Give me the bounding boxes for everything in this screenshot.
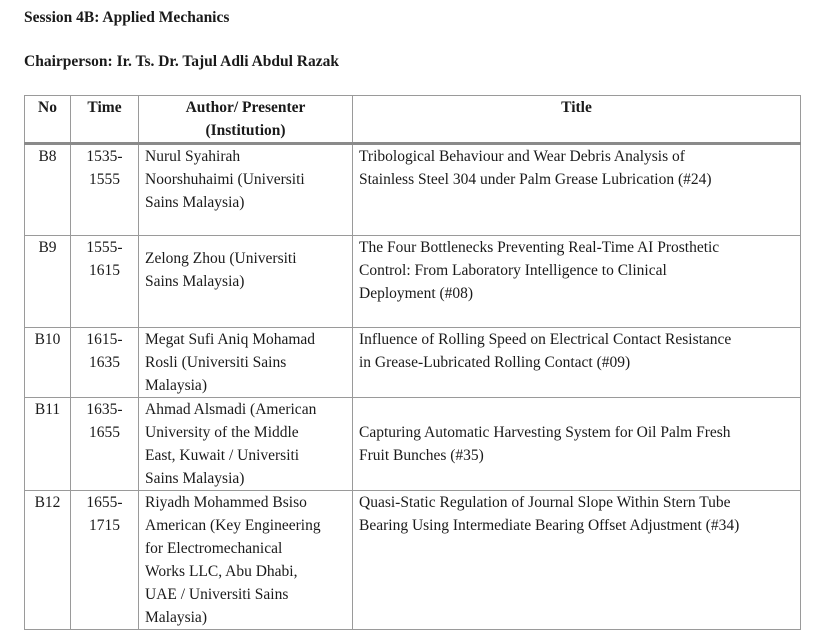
author-line: Riyadh Mohammed Bsiso xyxy=(145,494,307,511)
title-line: Quasi-Static Regulation of Journal Slope Within Stern Tube xyxy=(359,494,731,511)
author-line: for Electromechanical xyxy=(145,540,283,557)
author-line: Megat Sufi Aniq Mohamad xyxy=(145,331,316,348)
author-line: University of the Middle xyxy=(145,424,299,441)
author-line: UAE / Universiti Sains xyxy=(145,586,289,603)
schedule-table xyxy=(24,95,801,630)
author-line: Works LLC, Abu Dhabi, xyxy=(145,563,298,580)
header-author-line2: (Institution) xyxy=(205,122,286,139)
cell-no: B11 xyxy=(25,398,71,491)
time-end: 1715 xyxy=(89,517,120,534)
cell-no: B9 xyxy=(25,236,71,328)
table-row xyxy=(25,491,801,630)
author-line: Ahmad Alsmadi (American xyxy=(145,401,317,418)
title-line: in Grease-Lubricated Rolling Contact (#09) xyxy=(359,354,631,371)
time-start: 1655- xyxy=(86,494,123,511)
time-end: 1615 xyxy=(89,262,120,279)
title-line: Control: From Laboratory Intelligence to Clinical xyxy=(359,262,667,279)
cell-no: B10 xyxy=(25,328,71,398)
chairperson-line: Chairperson: Ir. Ts. Dr. Tajul Adli Abdul Razak xyxy=(24,53,339,70)
cell-title xyxy=(353,398,801,491)
author-line: Malaysia) xyxy=(145,609,207,626)
table-row xyxy=(25,144,801,236)
table-row xyxy=(25,398,801,491)
cell-title xyxy=(353,491,801,630)
time-end: 1655 xyxy=(89,424,120,441)
author-line: Sains Malaysia) xyxy=(145,470,245,487)
time-end: 1635 xyxy=(89,354,120,371)
header-title: Title xyxy=(353,96,801,144)
cell-author xyxy=(139,144,353,236)
cell-title xyxy=(353,236,801,328)
cell-title xyxy=(353,144,801,236)
cell-no: B12 xyxy=(25,491,71,630)
session-title: Session 4B: Applied Mechanics xyxy=(24,9,230,26)
cell-time xyxy=(71,328,139,398)
cell-time xyxy=(71,398,139,491)
author-line: Malaysia) xyxy=(145,377,207,394)
author-line: American (Key Engineering xyxy=(145,517,321,534)
header-time: Time xyxy=(71,96,139,144)
time-start: 1635- xyxy=(86,401,123,418)
time-start: 1535- xyxy=(86,148,123,165)
header-author-line1: Author/ Presenter xyxy=(185,99,306,116)
cell-author xyxy=(139,236,353,328)
title-line: Tribological Behaviour and Wear Debris Analysis of xyxy=(359,148,685,165)
cell-time xyxy=(71,236,139,328)
header-author xyxy=(139,96,353,144)
cell-title xyxy=(353,328,801,398)
time-end: 1555 xyxy=(89,171,120,188)
title-line: The Four Bottlenecks Preventing Real-Time AI Prosthetic xyxy=(359,239,720,256)
cell-no: B8 xyxy=(25,144,71,236)
title-line: Fruit Bunches (#35) xyxy=(359,447,484,464)
title-line: Bearing Using Intermediate Bearing Offset Adjustment (#34) xyxy=(359,517,740,534)
cell-time xyxy=(71,144,139,236)
author-line: Zelong Zhou (Universiti xyxy=(145,250,297,267)
author-line: Noorshuhaimi (Universiti xyxy=(145,171,305,188)
cell-author xyxy=(139,328,353,398)
time-start: 1555- xyxy=(86,239,123,256)
title-line: Influence of Rolling Speed on Electrical Contact Resistance xyxy=(359,331,732,348)
title-line: Deployment (#08) xyxy=(359,285,474,302)
table-row xyxy=(25,236,801,328)
cell-author xyxy=(139,491,353,630)
author-line: Sains Malaysia) xyxy=(145,194,245,211)
time-start: 1615- xyxy=(86,331,123,348)
cell-author xyxy=(139,398,353,491)
author-line: Nurul Syahirah xyxy=(145,148,241,165)
cell-time xyxy=(71,491,139,630)
table-row xyxy=(25,328,801,398)
title-line: Capturing Automatic Harvesting System for Oil Palm Fresh xyxy=(359,424,731,441)
author-line: Sains Malaysia) xyxy=(145,273,245,290)
table-header-row xyxy=(25,96,801,144)
title-line: Stainless Steel 304 under Palm Grease Lubrication (#24) xyxy=(359,171,712,188)
author-line: Rosli (Universiti Sains xyxy=(145,354,287,371)
header-no: No xyxy=(25,96,71,144)
author-line: East, Kuwait / Universiti xyxy=(145,447,300,464)
